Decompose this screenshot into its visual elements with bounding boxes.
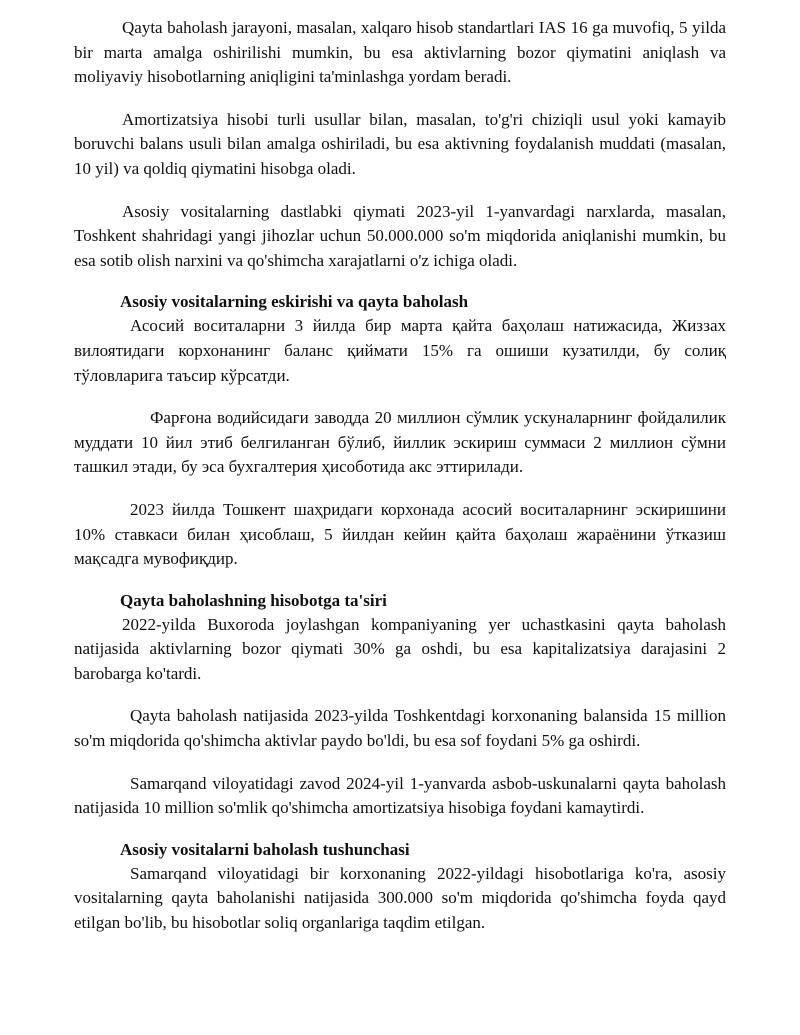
paragraph-bukhara-land: 2022-yilda Buxoroda joylashgan kompaniyaning yer uchastkasini qayta baholash natijasida aktivlarning bozor qiymati 30% ga oshdi, bu esa kapitalizatsiya darajasini 2 barobarga ko'tardi. <box>74 614 726 683</box>
document-page <box>74 16 726 936</box>
paragraph-samarkand-profit: Samarqand viloyatidagi bir korxonaning 2022-yildagi hisobotlariga ko'ra, asosiy vositalarning qayta baholanishi natijasida 300.000 so'm miqdorida qo'shimcha foyda qayd etilgan bo'lib, bu hisobotlar soliq organlariga taqdim etilgan. <box>74 863 726 933</box>
paragraph-jizzakh-revaluation: Асосий воситаларни 3 йилда бир марта қайта баҳолаш натижасида, Жиззах вилоятидаги корхонанинг баланс қиймати 15% га ошиши кузатилди, бу солиқ тўловларига таъсир кўрсатди. <box>74 316 726 385</box>
paragraph-tashkent-depreciation: 2023 йилда Тошкент шаҳридаги корхонада асосий воситаларнинг эскиришини 10% ставкаси билан ҳисоблаш, 5 йилдан кейин қайта баҳолаш жараёнини ўтказиш мақсадга мувофиқдир. <box>74 499 726 569</box>
section-heading-reporting-impact: Qayta baholashning hisobotga ta'siri <box>120 590 387 610</box>
paragraph-amortization-methods: Amortizatsiya hisobi turli usullar bilan, masalan, to'g'ri chiziqli usul yoki kamayib boruvchi balans usuli bilan amalga oshiriladi, bu esa aktivning foydalanish muddati (masalan, 10 yil) va qoldiq qiymatini hisobga oladi. <box>74 109 726 178</box>
paragraph-samarkand-amortization: Samarqand viloyatidagi zavod 2024-yil 1-yanvarda asbob-uskunalarni qayta baholash natijasida 10 million so'mlik qo'shimcha amortizatsiya hisobiga foydani kamaytirdi. <box>74 773 726 818</box>
paragraph-tashkent-assets: Qayta baholash natijasida 2023-yilda Toshkentdagi korxonaning balansida 15 million so'm miqdorida qo'shimcha aktivlar paydo bo'ldi, bu esa sof foydani 5% ga oshirdi. <box>74 706 726 751</box>
paragraph-ias16-revaluation: Qayta baholash jarayoni, masalan, xalqaro hisob standartlari IAS 16 ga muvofiq, 5 yilda bir marta amalga oshirilishi mumkin, bu esa aktivlarning bozor qiymatini aniqlash va moliyaviy hisobotlarning aniqligini ta'minlashga yordam beradi. <box>74 18 726 87</box>
section-heading-depreciation: Asosiy vositalarning eskirishi va qayta baholash <box>120 292 469 312</box>
section-heading-valuation-concept: Asosiy vositalarni baholash tushunchasi <box>120 839 410 859</box>
paragraph-initial-value: Asosiy vositalarning dastlabki qiymati 2023-yil 1-yanvardagi narxlarda, masalan, Toshkent shahridagi yangi jihozlar uchun 50.000.000 so'm miqdorida aniqlanishi mumkin, bu esa sotib olish narxini va qo'shimcha xarajatlarni o'z ichiga oladi. <box>74 201 726 270</box>
paragraph-fergana-equipment: Фарғона водийсидаги заводда 20 миллион сўмлик ускуналарнинг фойдалилик муддати 10 йил этиб белгиланган бўлиб, йиллик эскириш суммаси 2 миллион сўмни ташкил этади, бу эса бухгалтерия ҳисоботида акс эттирилади. <box>74 408 726 477</box>
